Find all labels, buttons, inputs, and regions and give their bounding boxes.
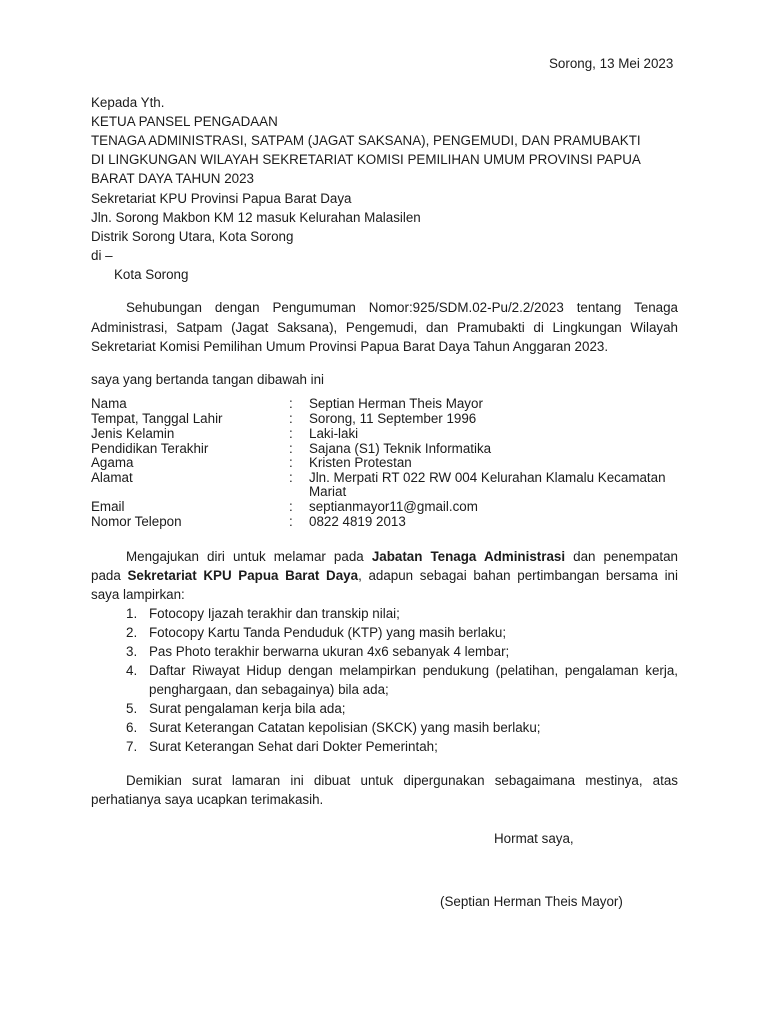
application-text: , adapun sebagai bahan pertimbangan bersama ini	[358, 568, 678, 583]
detail-label: Jenis Kelamin	[91, 426, 175, 441]
detail-label: Email	[91, 499, 125, 514]
list-number: 5.	[126, 701, 138, 716]
detail-colon: :	[289, 470, 293, 485]
detail-label: Nama	[91, 396, 127, 411]
detail-value: Sorong, 11 September 1996	[309, 411, 477, 426]
salutation: Kepada Yth.	[91, 95, 165, 110]
recipient-line: BARAT DAYA TAHUN 2023	[91, 171, 254, 186]
signature-name: (Septian Herman Theis Mayor)	[440, 894, 623, 909]
application-text: pada	[91, 568, 121, 583]
detail-colon: :	[289, 441, 293, 456]
application-line	[126, 547, 678, 566]
intro-line: Sehubungan dengan Pengumuman Nomor:925/SDM.02-Pu/2.2/2023 tentang Tenaga	[126, 300, 678, 315]
detail-value-continued: Mariat	[309, 484, 347, 499]
place-date: Sorong, 13 Mei 2023	[549, 56, 674, 71]
list-number: 3.	[126, 644, 138, 659]
list-text: Fotocopy Ijazah terakhir dan transkip nilai;	[149, 606, 400, 621]
application-text: Mengajukan diri untuk melamar pada	[126, 549, 364, 564]
recipient-di: di –	[91, 248, 113, 263]
detail-label: Agama	[91, 455, 134, 470]
recipient-line: Jln. Sorong Makbon KM 12 masuk Kelurahan Malasilen	[91, 210, 421, 225]
list-text: Daftar Riwayat Hidup dengan melampirkan pendukung (pelatihan, pengalaman kerja,	[149, 663, 678, 678]
regards: Hormat saya,	[494, 831, 574, 846]
list-text: Surat Keterangan Catatan kepolisian (SKCK) yang masih berlaku;	[149, 720, 541, 735]
detail-colon: :	[289, 455, 293, 470]
detail-colon: :	[289, 499, 293, 514]
list-text: Fotocopy Kartu Tanda Penduduk (KTP) yang masih berlaku;	[149, 625, 507, 640]
detail-colon: :	[289, 411, 293, 426]
list-number: 7.	[126, 739, 138, 754]
list-text: Surat Keterangan Sehat dari Dokter Pemerintah;	[149, 739, 438, 754]
detail-colon: :	[289, 514, 293, 529]
detail-colon: :	[289, 426, 293, 441]
list-number: 1.	[126, 606, 138, 621]
detail-label: Tempat, Tanggal Lahir	[91, 411, 223, 426]
signed-intro: saya yang bertanda tangan dibawah ini	[91, 372, 325, 387]
placement-title: Sekretariat KPU Papua Barat Daya	[127, 568, 359, 583]
list-number: 4.	[126, 663, 138, 678]
list-text: Surat pengalaman kerja bila ada;	[149, 701, 346, 716]
recipient-line: KETUA PANSEL PENGADAAN	[91, 114, 278, 129]
closing-line: perhatianya saya ucapkan terimakasih.	[91, 792, 324, 807]
detail-value: Jln. Merpati RT 022 RW 004 Kelurahan Klamalu Kecamatan	[309, 470, 666, 485]
detail-value: Laki-laki	[309, 426, 359, 441]
detail-value: Kristen Protestan	[309, 455, 412, 470]
application-text: dan penempatan	[573, 549, 679, 564]
list-number: 6.	[126, 720, 138, 735]
list-number: 2.	[126, 625, 138, 640]
intro-line: Sekretariat Komisi Pemilihan Umum Provinsi Papua Barat Daya Tahun Anggaran 2023.	[91, 339, 609, 354]
recipient-city: Kota Sorong	[114, 267, 189, 282]
recipient-line: Sekretariat KPU Provinsi Papua Barat Daya	[91, 191, 352, 206]
detail-label: Nomor Telepon	[91, 514, 182, 529]
detail-value: Sajana (S1) Teknik Informatika	[309, 441, 492, 456]
recipient-line: TENAGA ADMINISTRASI, SATPAM (JAGAT SAKSANA), PENGEMUDI, DAN PRAMUBAKTI	[91, 133, 641, 148]
recipient-line: Distrik Sorong Utara, Kota Sorong	[91, 229, 294, 244]
detail-value: septianmayor11@gmail.com	[309, 499, 478, 514]
recipient-line: DI LINGKUNGAN WILAYAH SEKRETARIAT KOMISI PEMILIHAN UMUM PROVINSI PAPUA	[91, 152, 641, 167]
closing-line: Demikian surat lamaran ini dibuat untuk dipergunakan sebagaimana mestinya, atas	[126, 773, 678, 788]
application-line: saya lampirkan:	[91, 587, 185, 602]
detail-label: Alamat	[91, 470, 133, 485]
detail-value: Septian Herman Theis Mayor	[309, 396, 483, 411]
application-line	[91, 566, 678, 585]
intro-line: Administrasi, Satpam (Jagat Saksana), Pengemudi, dan Pramubakti di Lingkungan Wilayah	[91, 320, 678, 335]
list-text-continued: penghargaan, dan sebagainya) bila ada;	[149, 682, 389, 697]
detail-value: 0822 4819 2013	[309, 514, 406, 529]
position-title: Jabatan Tenaga Administrasi	[371, 549, 566, 564]
detail-label: Pendidikan Terakhir	[91, 441, 209, 456]
detail-colon: :	[289, 396, 293, 411]
list-text: Pas Photo terakhir berwarna ukuran 4x6 sebanyak 4 lembar;	[149, 644, 510, 659]
